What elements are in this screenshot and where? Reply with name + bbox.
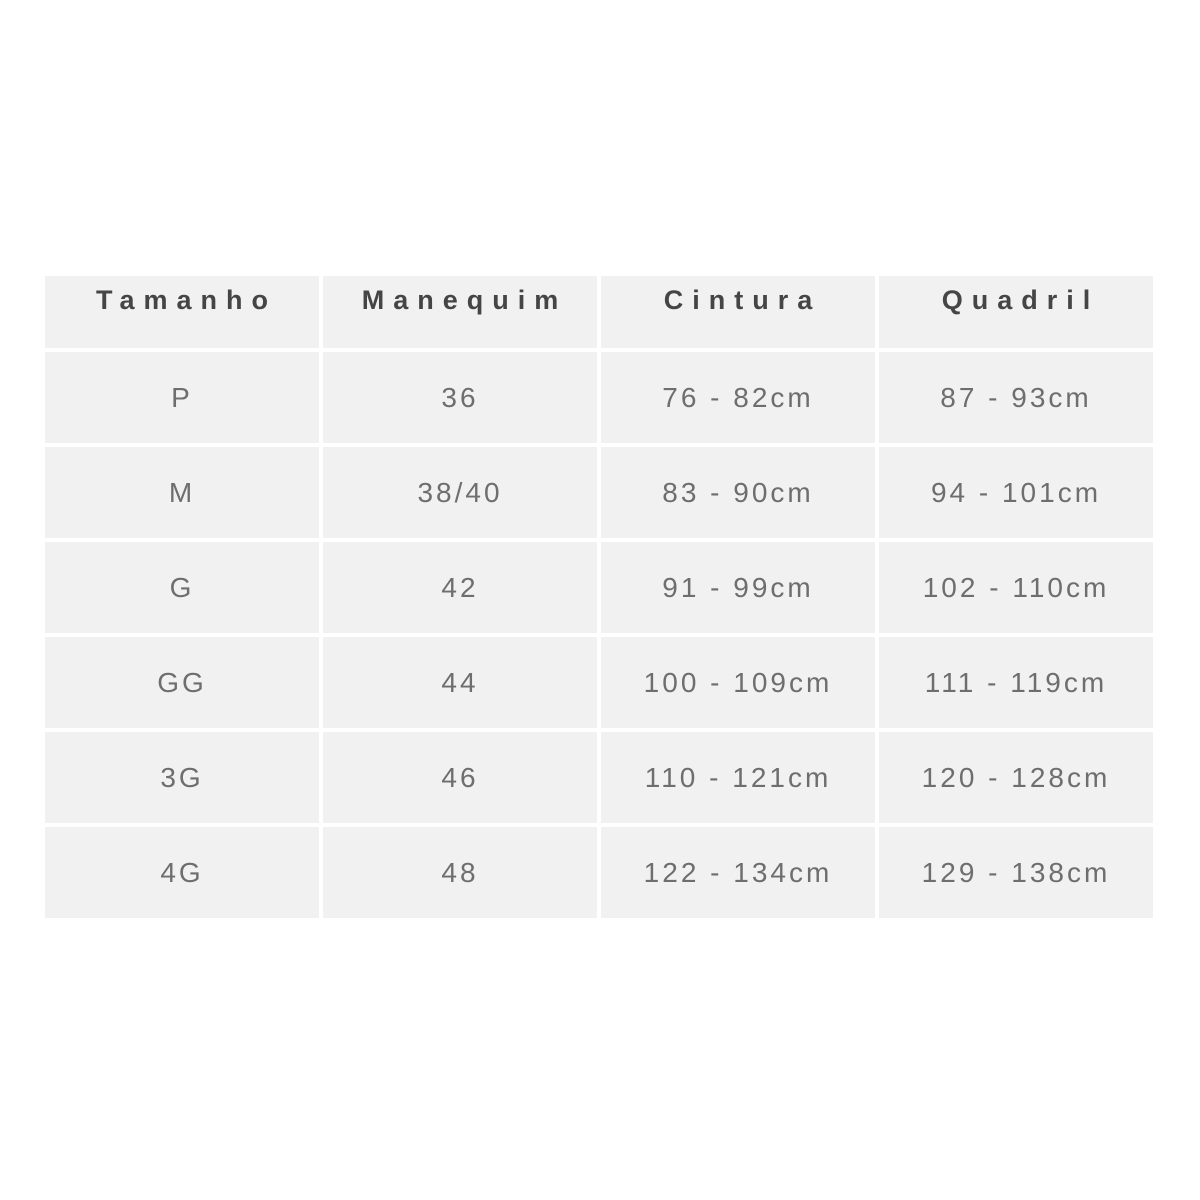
- cell-size: G: [45, 542, 319, 633]
- cell-size: P: [45, 352, 319, 443]
- cell-quadril: 94 - 101cm: [879, 447, 1153, 538]
- cell-cintura: 91 - 99cm: [601, 542, 875, 633]
- cell-cintura: 100 - 109cm: [601, 637, 875, 728]
- cell-manequim: 38/40: [323, 447, 597, 538]
- cell-manequim: 44: [323, 637, 597, 728]
- cell-quadril: 120 - 128cm: [879, 732, 1153, 823]
- column-header-tamanho: Tamanho: [45, 276, 319, 348]
- column-header-manequim: Manequim: [323, 276, 597, 348]
- size-chart-table: [45, 276, 1153, 918]
- cell-cintura: 110 - 121cm: [601, 732, 875, 823]
- cell-cintura: 83 - 90cm: [601, 447, 875, 538]
- cell-size: 4G: [45, 827, 319, 918]
- cell-size: GG: [45, 637, 319, 728]
- cell-manequim: 46: [323, 732, 597, 823]
- cell-manequim: 42: [323, 542, 597, 633]
- cell-manequim: 36: [323, 352, 597, 443]
- column-header-cintura: Cintura: [601, 276, 875, 348]
- cell-quadril: 111 - 119cm: [879, 637, 1153, 728]
- cell-cintura: 122 - 134cm: [601, 827, 875, 918]
- cell-size: M: [45, 447, 319, 538]
- column-header-quadril: Quadril: [879, 276, 1153, 348]
- cell-quadril: 102 - 110cm: [879, 542, 1153, 633]
- cell-manequim: 48: [323, 827, 597, 918]
- cell-size: 3G: [45, 732, 319, 823]
- cell-quadril: 129 - 138cm: [879, 827, 1153, 918]
- cell-quadril: 87 - 93cm: [879, 352, 1153, 443]
- cell-cintura: 76 - 82cm: [601, 352, 875, 443]
